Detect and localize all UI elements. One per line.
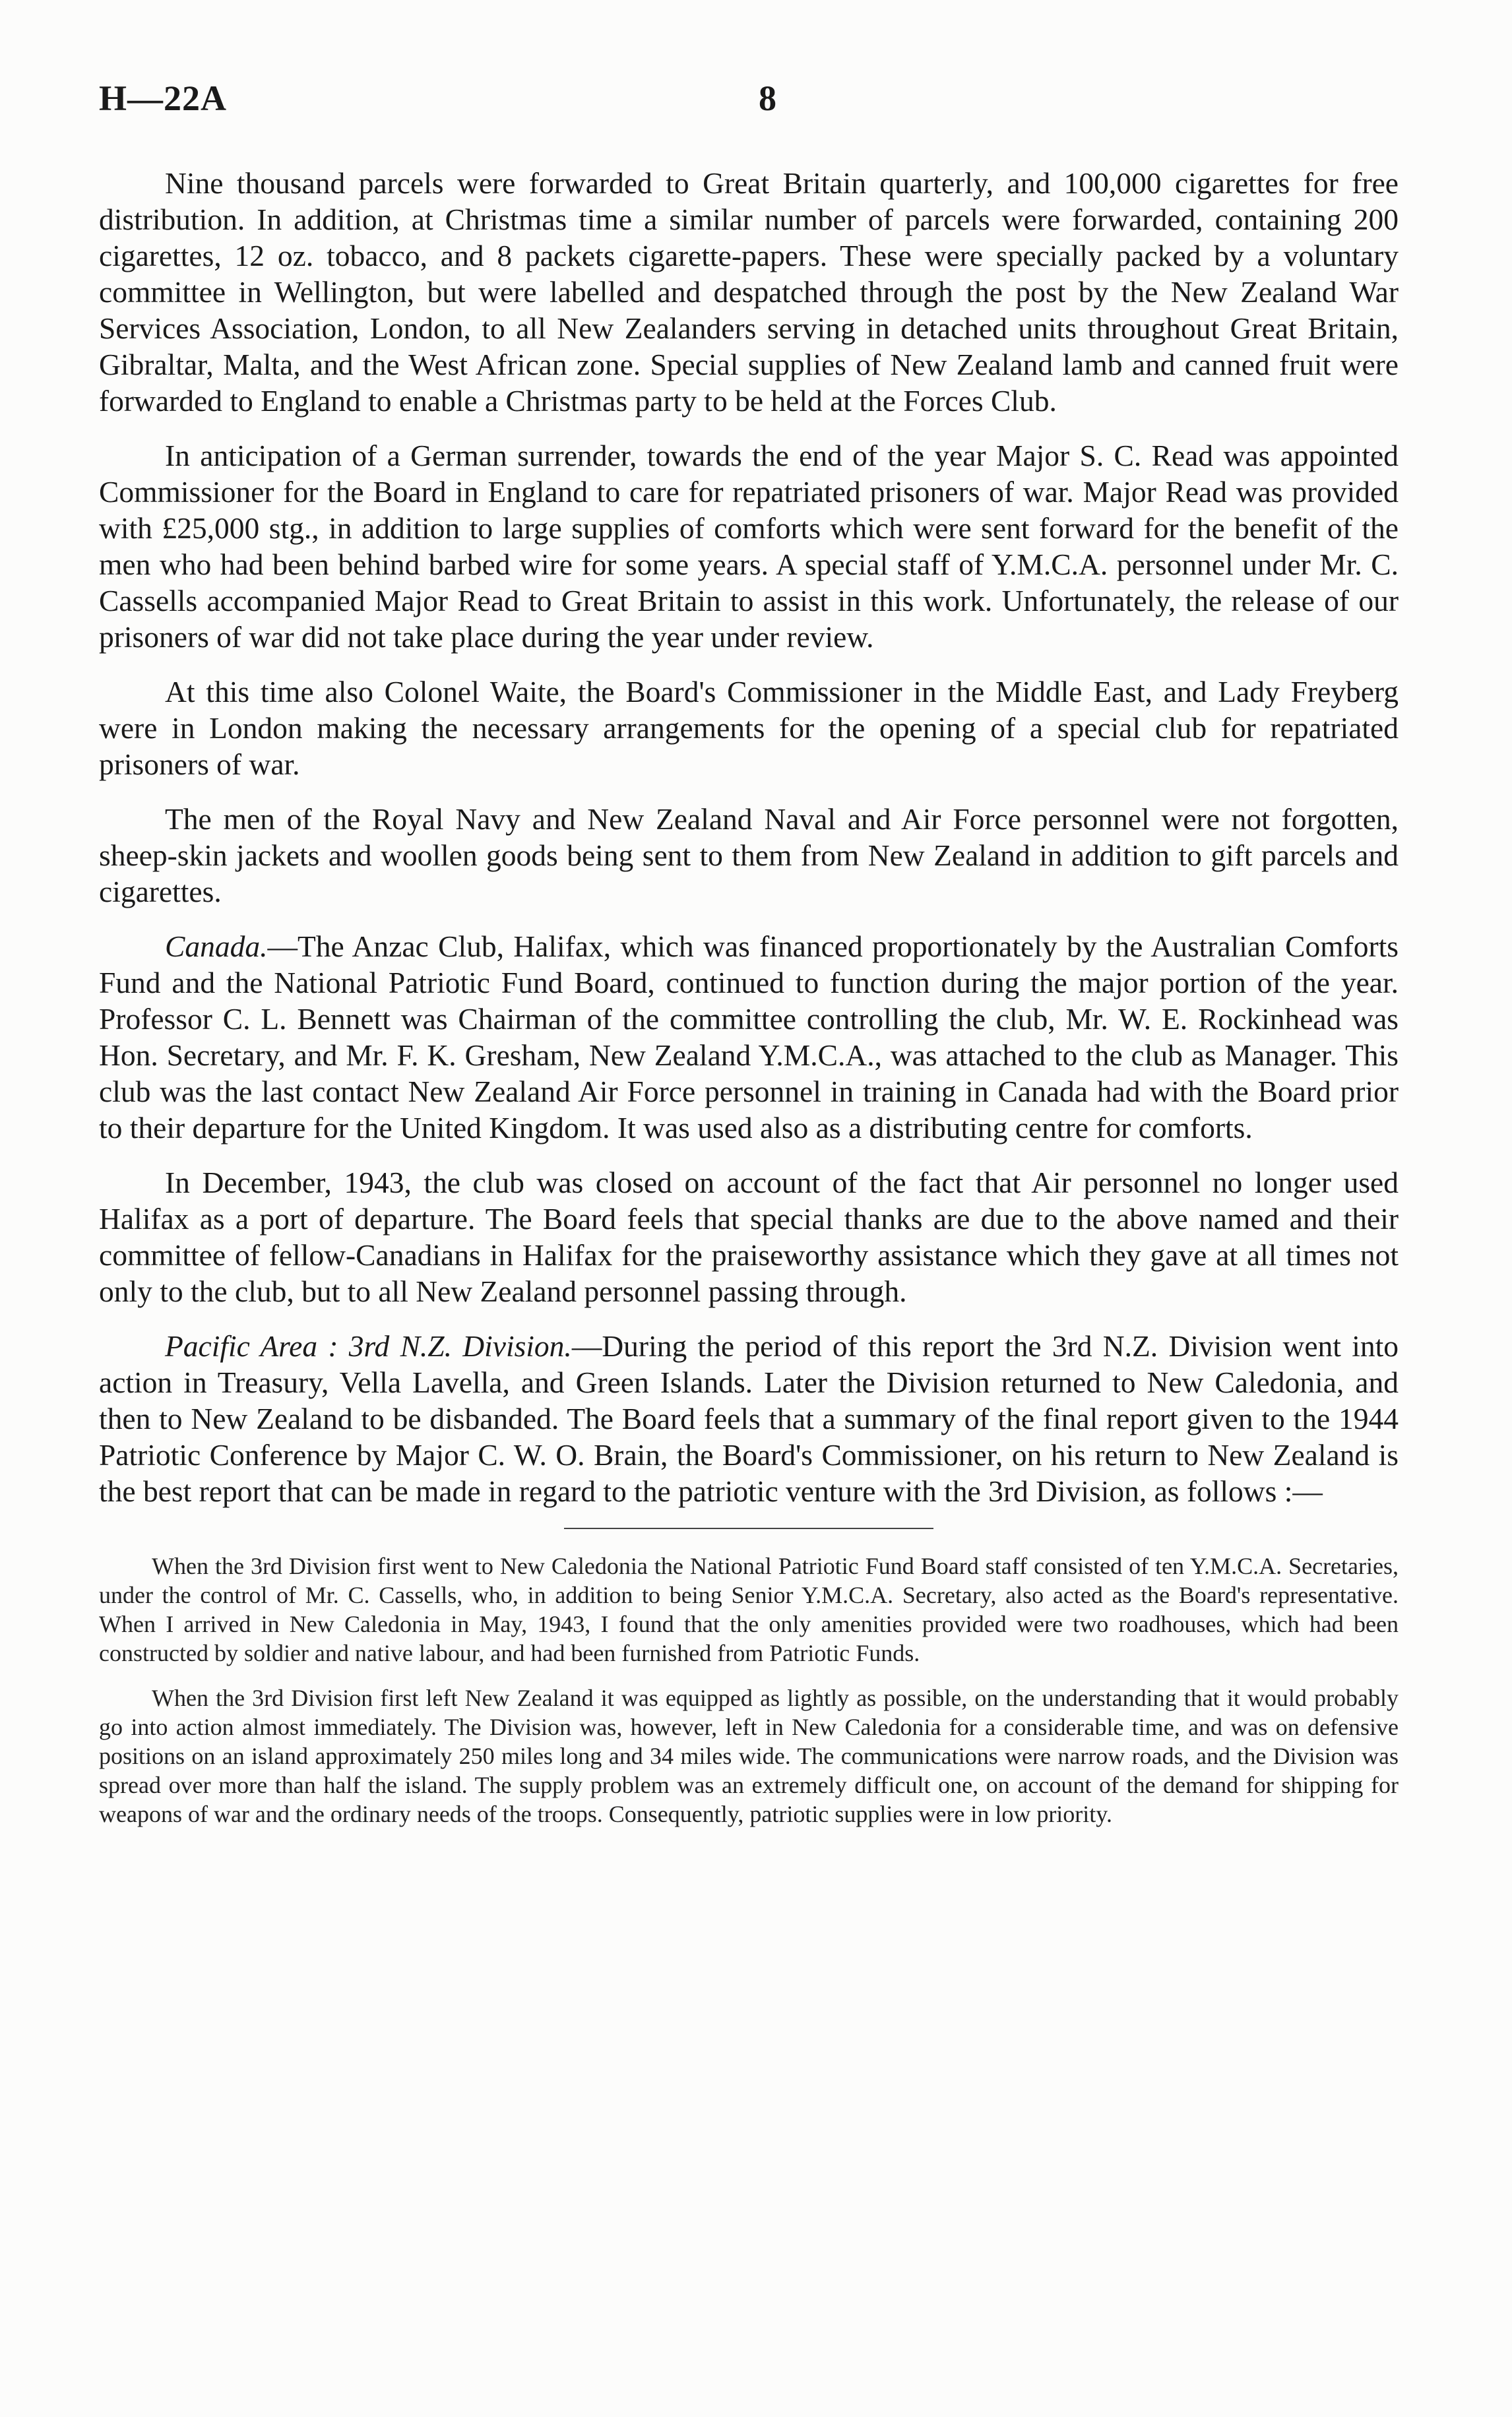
pacific-area-text: —During the period of this report the 3rd N.Z. Division went into action in Treasury, Vella Lavella, and Green Islands. Later the Division returned to New Caledonia, and then to New Zealand to be disbanded. The Board feels that a summary of the final report given to the 1944 Patriotic Conference by Major C. W. O. Brain, the Board's Commissioner, on his return to New Zealand is the best report that can be made in regard to the patriotic venture with the 3rd Division, as follows :—: [99, 1329, 1399, 1508]
quote-supply-problem: When the 3rd Division first left New Zealand it was equipped as lightly as possible, on the understanding that it would probably go into action almost immediately. The Division was, however, left in New Caledonia for a considerable time, and was on defensive positions on an island approximately 250 miles long and 34 miles wide. The communications were narrow roads, and the Division was spread over more than half the island. The supply problem was an extremely difficult one, on account of the demand for shipping for weapons of war and the ordinary needs of the troops. Consequently, patriotic supplies were in low priority.: [99, 1685, 1399, 1827]
pacific-area-heading: Pacific Area : 3rd N.Z. Division.: [165, 1329, 572, 1363]
paragraph-pacific-area: [99, 1328, 1399, 1509]
paragraph-parcels: Nine thousand parcels were forwarded to Great Britain quarterly, and 100,000 cigarettes for free distribution. In addition, at Christmas time a similar number of parcels were forwarded, containing 200 cigarettes, 12 oz. tobacco, and 8 packets cigarette-papers. These were specially packed by a voluntary committee in Wellington, but were labelled and despatched through the post by the New Zealand War Services Association, London, to all New Zealanders serving in detached units throughout Great Britain, Gibraltar, Malta, and the West African zone. Special supplies of New Zealand lamb and canned fruit were forwarded to England to enable a Christmas party to be held at the Forces Club.: [99, 166, 1399, 418]
page-body: [99, 165, 1399, 1844]
quote-new-caledonia-staff: When the 3rd Division first went to New Caledonia the National Patriotic Fund Board staff consisted of ten Y.M.C.A. Secretaries, under the control of Mr. C. Cassells, who, in addition to being Senior Y.M.C.A. Secretary, also acted as the Board's representative. When I arrived in New Caledonia in May, 1943, I found that the only amenities provided were two roadhouses, which had been constructed by soldier and native labour, and had been furnished from Patriotic Funds.: [99, 1553, 1399, 1666]
paragraph-prisoners-of-war: In anticipation of a German surrender, towards the end of the year Major S. C. Read was appointed Commissioner for the Board in England to care for repatriated prisoners of war. Major Read was provided with £25,000 stg., in addition to large supplies of comforts which were sent forward for the benefit of the men who had been behind barbed wire for some years. A special staff of Y.M.C.A. personnel under Mr. C. Cassells accompanied Major Read to Great Britain to assist in this work. Unfortunately, the release of our prisoners of war did not take place during the year under review.: [99, 439, 1399, 654]
paragraph-halifax-closure: In December, 1943, the club was closed on account of the fact that Air personnel no longer used Halifax as a port of departure. The Board feels that special thanks are due to the above named and their committee of fellow-Canadians in Halifax for the praiseworthy assistance which they gave at all times not only to the club, but to all New Zealand personnel passing through.: [99, 1166, 1399, 1308]
paragraph-royal-navy: The men of the Royal Navy and New Zealand Naval and Air Force personnel were not forgotten, sheep-skin jackets and woollen goods being sent to them from New Zealand in addition to gift parcels and cigarettes.: [99, 802, 1399, 908]
canada-text: —The Anzac Club, Halifax, which was financed proportionately by the Australian Comforts Fund and the National Patriotic Fund Board, continued to function during the major portion of the year. Professor C. L. Bennett was Chairman of the committee controlling the club, Mr. W. E. Rockinhead was Hon. Secretary, and Mr. F. K. Gresham, New Zealand Y.M.C.A., was attached to the club as Manager. This club was the last contact New Zealand Air Force personnel in training in Canada had with the Board prior to their departure for the United Kingdom. It was used also as a distributing centre for comforts.: [99, 929, 1399, 1145]
canada-heading: Canada.: [165, 929, 268, 963]
page-header: [99, 78, 1418, 131]
paragraph-london-club: At this time also Colonel Waite, the Board's Commissioner in the Middle East, and Lady Freyberg were in London making the necessary arrangements for the opening of a special club for repatriated prisoners of war.: [99, 675, 1399, 781]
page-number: 8: [759, 78, 776, 118]
section-divider: [564, 1528, 933, 1529]
document-number: H—22A: [99, 78, 227, 118]
paragraph-canada: [99, 928, 1399, 1146]
